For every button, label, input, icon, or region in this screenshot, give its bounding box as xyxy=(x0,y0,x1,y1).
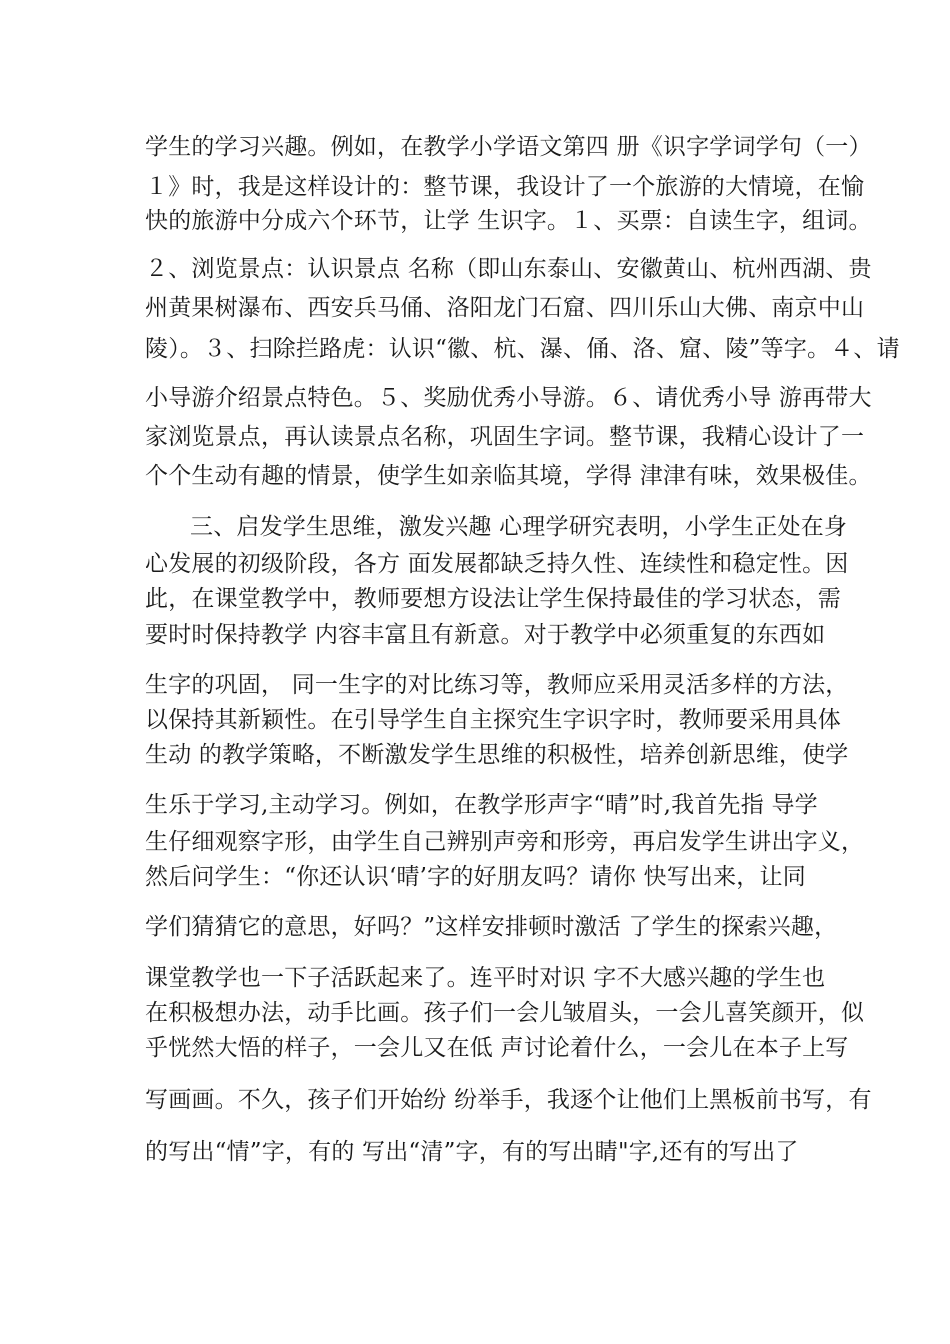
text-line: 家浏览景点，再认读景点名称，巩固生字词。整节课，我精心设计了一 xyxy=(145,424,865,450)
text-line: ２、浏览景点：认识景点 名称（即山东泰山、安徽黄山、杭州西湖、贵 xyxy=(145,256,872,282)
text-line: 生乐于学习,主动学习。例如，在教学形声字“晴”时,我首先指 导学 xyxy=(145,792,818,818)
text-line: 州黄果树瀑布、西安兵马俑、洛阳龙门石窟、四川乐山大佛、南京中山 xyxy=(145,295,865,321)
text-line: 写画画。不久，孩子们开始纷 纷举手，我逐个让他们上黑板前书写，有 xyxy=(145,1087,872,1113)
text-line: 乎恍然大悟的样子，一会儿又在低 声讨论着什么，一会儿在本子上写 xyxy=(145,1035,849,1061)
text-line: 学生的学习兴趣。例如，在教学小学语文第四 册《识字学词学句（一） xyxy=(145,134,872,160)
text-line: 课堂教学也一下子活跃起来了。连平时对识 字不大感兴趣的学生也 xyxy=(145,965,826,991)
text-line: 在积极想办法，动手比画。孩子们一会儿皱眉头，一会儿喜笑颜开，似 xyxy=(145,1000,865,1026)
text-line: 快的旅游中分成六个环节，让学 生识字。１、买票：自读生字，组词。 xyxy=(145,208,872,234)
text-line: 要时时保持教学 内容丰富且有新意。对于教学中必须重复的东西如 xyxy=(145,622,826,648)
text-line: 此，在课堂教学中，教师要想方设法让学生保持最佳的学习状态，需 xyxy=(145,586,841,612)
text-line: 生仔细观察字形，由学生自己辨别声旁和形旁，再启发学生讲出字义， xyxy=(145,829,865,855)
text-line: 的写出“情”字，有的 写出“清”字，有的写出睛"字,还有的写出了 xyxy=(145,1139,799,1165)
text-line: 以保持其新颖性。在引导学生自主探究生字识字时，教师要采用具体 xyxy=(145,707,841,733)
text-line: 生字的巩固， 同一生字的对比练习等，教师应采用灵活多样的方法， xyxy=(145,672,849,698)
text-line: 心发展的初级阶段，各方 面发展都缺乏持久性、连续性和稳定性。因 xyxy=(145,551,849,577)
text-line: 然后问学生：“你还认识‘晴’字的好朋友吗？请你 快写出来，让同 xyxy=(145,864,806,890)
text-line: 小导游介绍景点特色。５、奖励优秀小导游。６、请优秀小导 游再带大 xyxy=(145,385,872,411)
text-line: 生动 的教学策略，不断激发学生思维的积极性，培养创新思维，使学 xyxy=(145,742,849,768)
text-line: 个个生动有趣的情景，使学生如亲临其境，学得 津津有味，效果极佳。 xyxy=(145,463,872,489)
text-line: 陵）。３、扫除拦路虎：认识“徽、杭、瀑、俑、洛、窟、陵”等字。４、请 xyxy=(145,336,900,362)
text-line: １》时，我是这样设计的：整节课，我设计了一个旅游的大情境，在愉 xyxy=(145,174,865,200)
text-line: 学们猜猜它的意思，好吗？”这样安排顿时激活 了学生的探索兴趣， xyxy=(145,914,838,940)
section-heading-line: 三、启发学生思维，激发兴趣 心理学研究表明，小学生正处在身 xyxy=(190,514,848,540)
